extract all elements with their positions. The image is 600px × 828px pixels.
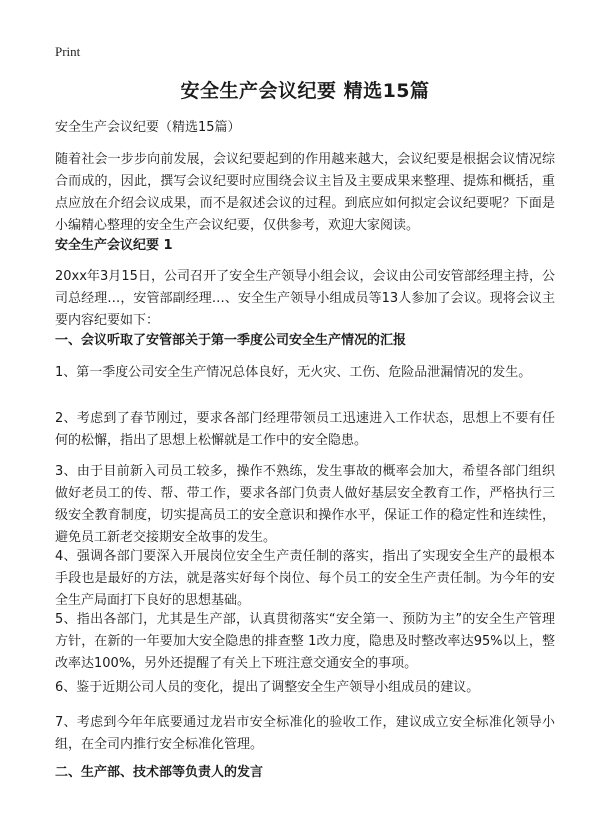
- list-item: 7、考虑到今年年底要通过龙岩市安全标准化的验收工作，建议成立安全标准化领导小组，在全司内推行安全标准化管理。: [55, 715, 555, 752]
- page-title: 安全生产会议纪要 精选15篇: [180, 80, 430, 102]
- meeting-intro-paragraph: 20xx年3月15日，公司召开了安全生产领导小组会议，会议由公司安管部经理主持，公司总经理…，安管部副经理…、安全生产领导小组成员等13人参加了会议。现将会议主要内容纪要如下：: [55, 269, 555, 328]
- list-item: 1、第一季度公司安全生产情况总体良好，无火灾、工伤、危险品泄漏情况的发生。: [55, 365, 532, 380]
- list-item: 3、由于目前新入司员工较多，操作不熟练，发生事故的概率会加大，希望各部门组织做好老员工的传、帮、带工作，要求各部门负责人做好基层安全教育工作，严格执行三级安全教育制度，切实提高员工的安全意识和操作水平，保证工作的稳定性和连续性，避免员工新老交接期安全故事的发生。: [55, 464, 555, 545]
- list-item: 4、强调各部门要深入开展岗位安全生产责任制的落实，指出了实现安全生产的最根本手段也是最好的方法，就是落实好每个岗位、每个员工的安全生产责任制。为今年的安全生产局面打下良好的思想基础。: [55, 549, 555, 608]
- list-item: 2、考虑到了春节刚过，要求各部门经理带领员工迅速进入工作状态，思想上不要有任何的松懈，指出了思想上松懈就是工作中的安全隐患。: [55, 411, 555, 448]
- subtitle: 安全生产会议纪要（精选15篇）: [55, 120, 241, 135]
- section-heading: 安全生产会议纪要 1: [55, 238, 173, 253]
- list-item: 5、指出各部门，尤其是生产部，认真贯彻落实“安全第一、预防为主”的安全生产管理方针，在新的一年要加大安全隐患的排查整 1改力度，隐患及时整改率达95%以上，整改率达100%，另外还提醒了有关上下班注意交通安全的事项。: [55, 612, 555, 671]
- print-link[interactable]: Print: [55, 44, 81, 59]
- part2-heading: 二、生产部、技术部等负责人的发言: [55, 765, 264, 780]
- part1-heading: 一、会议听取了安管部关于第一季度公司安全生产情况的汇报: [55, 333, 407, 348]
- intro-paragraph: 随着社会一步步向前发展，会议纪要起到的作用越来越大，会议纪要是根据会议情况综合而成的，因此，撰写会议纪要时应围绕会议主旨及主要成果来整理、提炼和概括，重点应放在介绍会议成果，而不是叙述会议的过程。到底应如何拟定会议纪要呢？下面是小编精心整理的安全生产会议纪要，仅供参考，欢迎大家阅读。: [55, 152, 555, 233]
- list-item: 6、鉴于近期公司人员的变化，提出了调整安全生产领导小组成员的建议。: [55, 680, 480, 695]
